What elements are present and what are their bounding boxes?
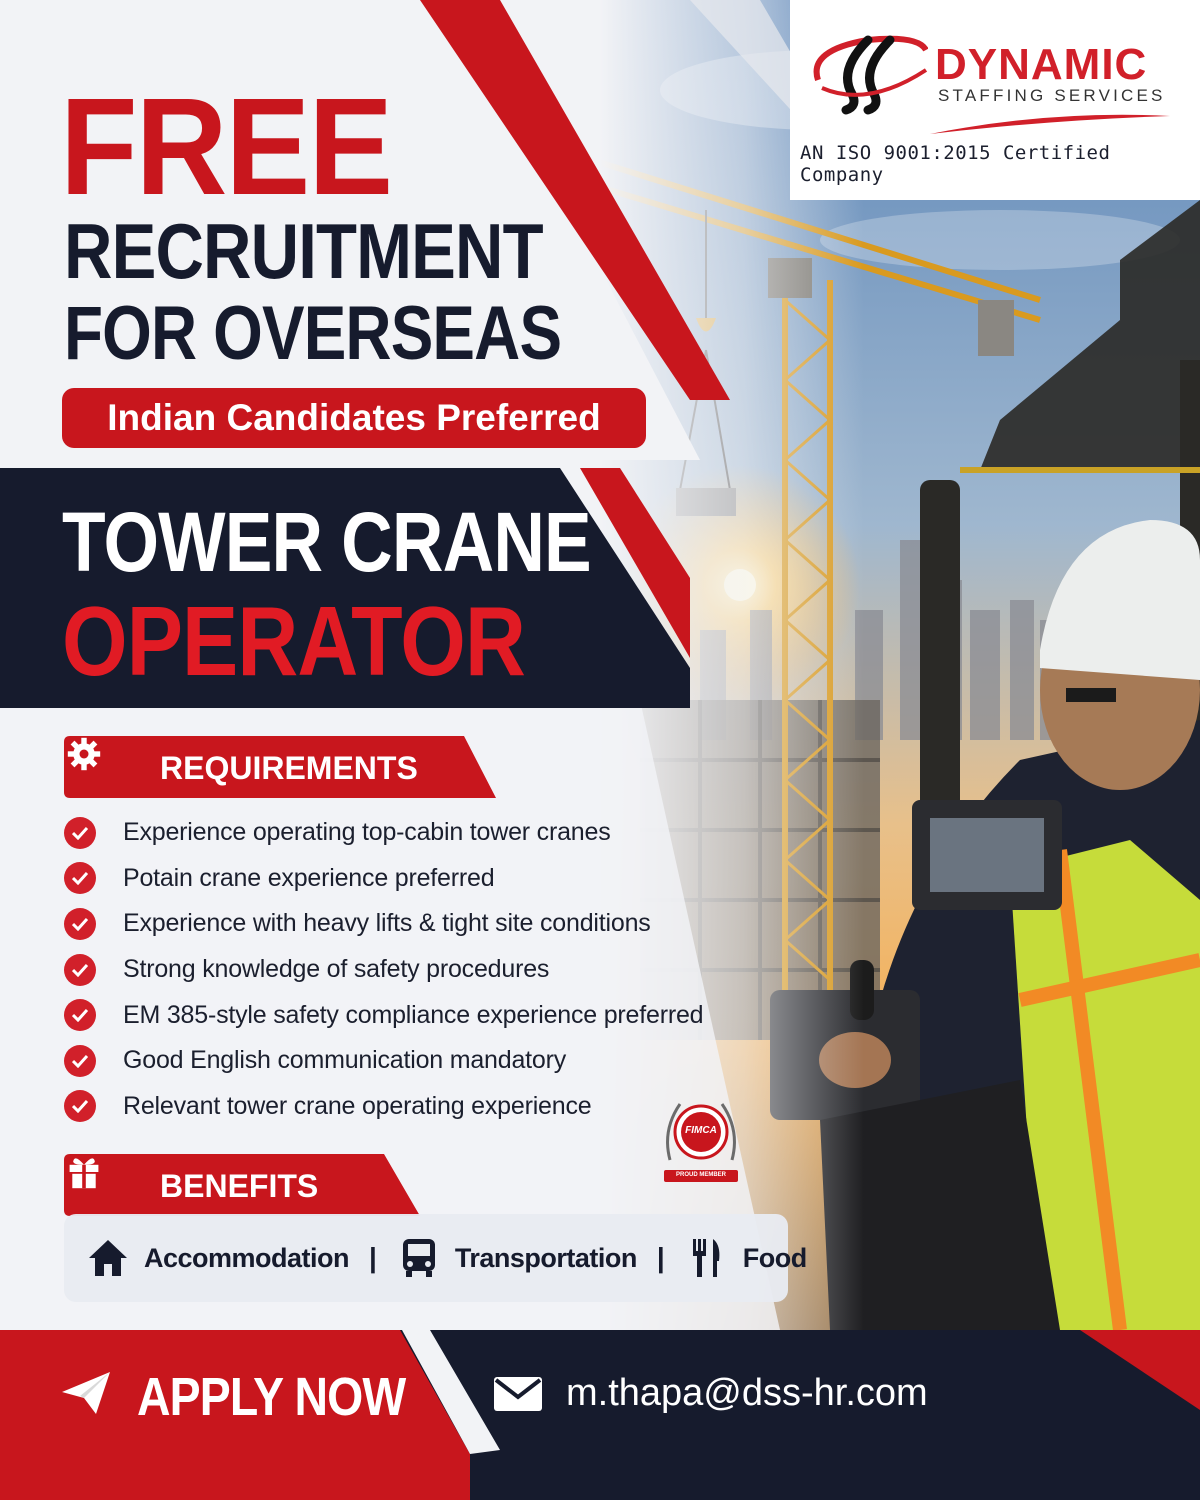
headline-recruitment: RECRUITMENT <box>64 207 543 295</box>
logo-brand-name: DYNAMIC <box>935 40 1148 89</box>
paper-plane-icon[interactable] <box>60 1368 112 1418</box>
requirement-item <box>64 810 764 856</box>
check-icon <box>64 817 96 849</box>
headline-overseas: FOR OVERSEAS <box>64 291 562 376</box>
requirement-text: Good English communication mandatory <box>123 1046 567 1075</box>
requirement-text: Strong knowledge of safety procedures <box>123 955 550 984</box>
headline-free: FREE <box>60 70 392 224</box>
benefit-accommodation <box>86 1236 349 1280</box>
benefit-label: Accommodation <box>144 1242 350 1273</box>
requirement-item <box>64 992 764 1038</box>
requirement-text: Potain crane experience preferred <box>123 863 495 892</box>
job-title-line2: OPERATOR <box>62 586 525 696</box>
benefit-label: Food <box>742 1242 807 1273</box>
gear-icon <box>64 736 104 772</box>
home-icon <box>86 1236 130 1280</box>
bus-icon <box>397 1236 441 1280</box>
benefits-title: BENEFITS <box>160 1168 319 1204</box>
check-icon <box>64 1090 96 1122</box>
requirements-list <box>64 810 764 1129</box>
check-icon <box>64 862 96 894</box>
fimca-badge-name: FIMCA <box>685 1125 717 1136</box>
candidate-preference-pill <box>62 388 646 448</box>
fork-knife-icon <box>685 1236 729 1280</box>
benefit-food <box>685 1236 807 1280</box>
requirement-item <box>64 1084 764 1130</box>
apply-now-button[interactable]: APPLY NOW <box>137 1367 406 1427</box>
job-title-line1: TOWER CRANE <box>62 495 591 589</box>
requirements-header <box>64 736 496 798</box>
iso-certification: AN ISO 9001:2015 Certified Company <box>800 142 1111 186</box>
requirement-text: EM 385-style safety compliance experience preferred <box>123 1000 704 1029</box>
gift-icon <box>64 1154 104 1190</box>
candidate-preference-text: Indian Candidates Preferred <box>107 397 601 438</box>
fimca-badge-ribbon: PROUD MEMBER <box>675 1172 726 1178</box>
benefit-transportation <box>397 1236 637 1280</box>
requirement-text: Experience operating top-cabin tower cranes <box>123 818 611 847</box>
dss-logo-icon <box>808 30 928 115</box>
check-icon <box>64 1045 96 1077</box>
requirement-text: Experience with heavy lifts & tight site conditions <box>123 909 651 938</box>
requirement-item <box>64 1038 764 1084</box>
benefits-header <box>64 1154 420 1216</box>
check-icon <box>64 999 96 1031</box>
check-icon <box>64 954 96 986</box>
benefit-separator: | <box>369 1242 377 1273</box>
requirement-item <box>64 856 764 902</box>
benefit-label: Transportation <box>454 1242 637 1273</box>
logo-tagline: STAFFING SERVICES <box>938 86 1166 105</box>
requirements-title: REQUIREMENTS <box>160 750 418 786</box>
requirement-item <box>64 901 764 947</box>
contact-email-link[interactable]: m.thapa@dss-hr.com <box>566 1372 928 1414</box>
logo-swoosh <box>930 108 1170 138</box>
check-icon <box>64 908 96 940</box>
mail-icon <box>492 1375 544 1413</box>
benefits-bar <box>64 1214 807 1302</box>
benefit-separator: | <box>656 1242 665 1273</box>
requirement-text: Relevant tower crane operating experience <box>123 1091 592 1120</box>
requirement-item <box>64 947 764 993</box>
